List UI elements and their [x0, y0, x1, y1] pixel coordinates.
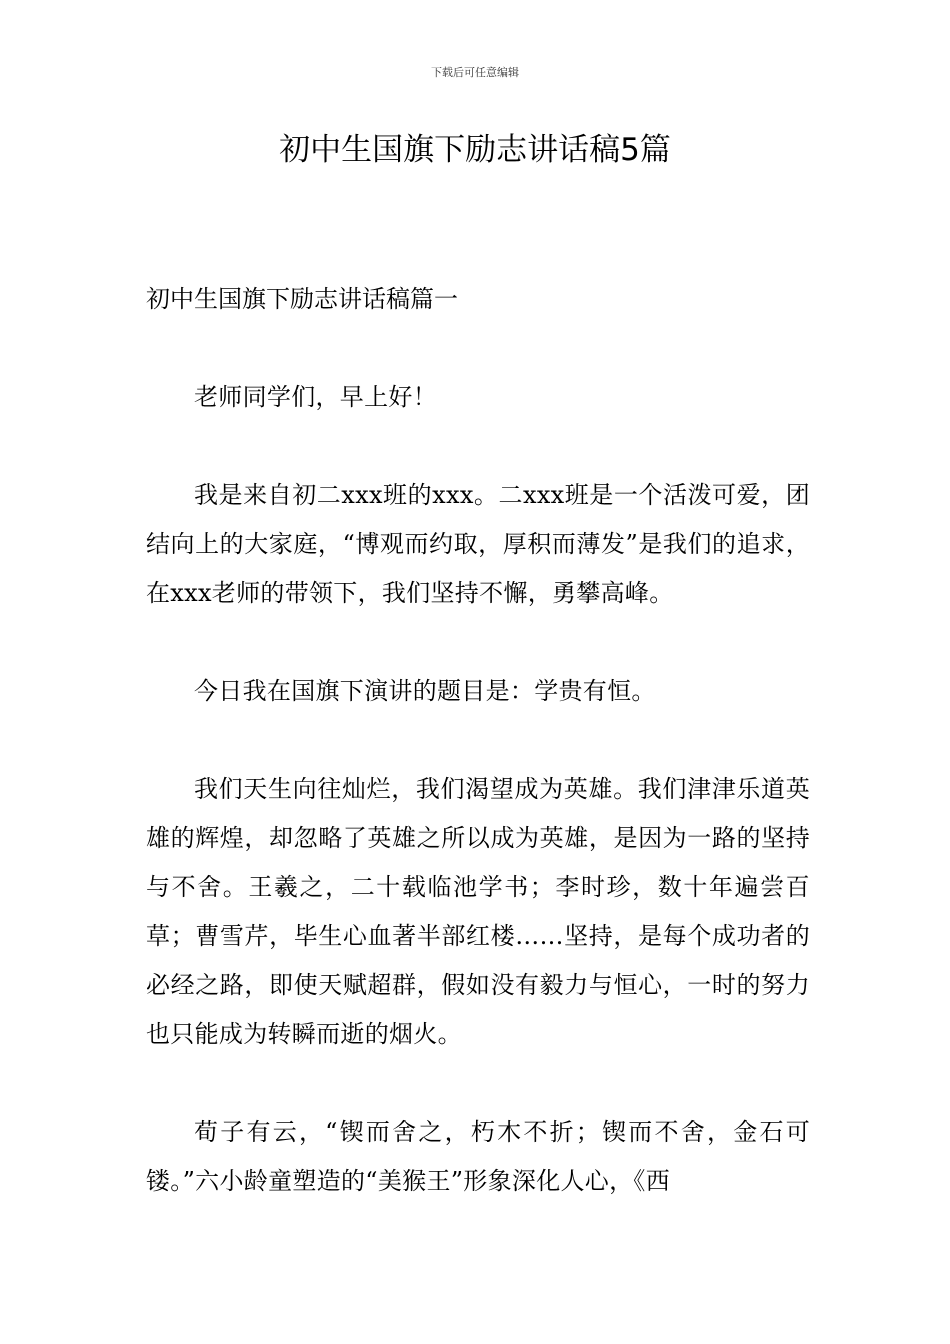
section-heading: 初中生国旗下励志讲话稿篇一 — [146, 285, 458, 313]
paragraph-greeting: 老师同学们，早上好！ — [194, 383, 437, 411]
paragraph-topic: 今日我在国旗下演讲的题目是：学贵有恒。 — [194, 677, 656, 705]
paragraph-introduction: 我是来自初二xxx班的xxx。二xxx班是一个活泼可爱，团结向上的大家庭，“博观而约取，厚积而薄发”是我们的追求，在xxx老师的带领下，我们坚持不懈，勇攀高峰。 — [146, 481, 810, 607]
document-title: 初中生国旗下励志讲话稿5篇 — [279, 132, 671, 168]
document-body — [146, 275, 810, 1255]
header-note: 下载后可任意编辑 — [431, 66, 519, 79]
paragraph-xunzi: 荀子有云，“锲而舍之，朽木不折；锲而不舍，金石可镂。”六小龄童塑造的“美猴王”形象深化人心，《西 — [146, 1118, 810, 1195]
paragraph-heroes: 我们天生向往灿烂，我们渴望成为英雄。我们津津乐道英雄的辉煌，却忽略了英雄之所以成为英雄，是因为一路的坚持与不舍。王羲之，二十载临池学书；李时珍，数十年遍尝百草；曹雪芹，毕生心血著半部红楼……坚持，是每个成功者的必经之路，即使天赋超群，假如没有毅力与恒心，一时的努力也只能成为转瞬而逝的烟火。 — [146, 775, 810, 1048]
